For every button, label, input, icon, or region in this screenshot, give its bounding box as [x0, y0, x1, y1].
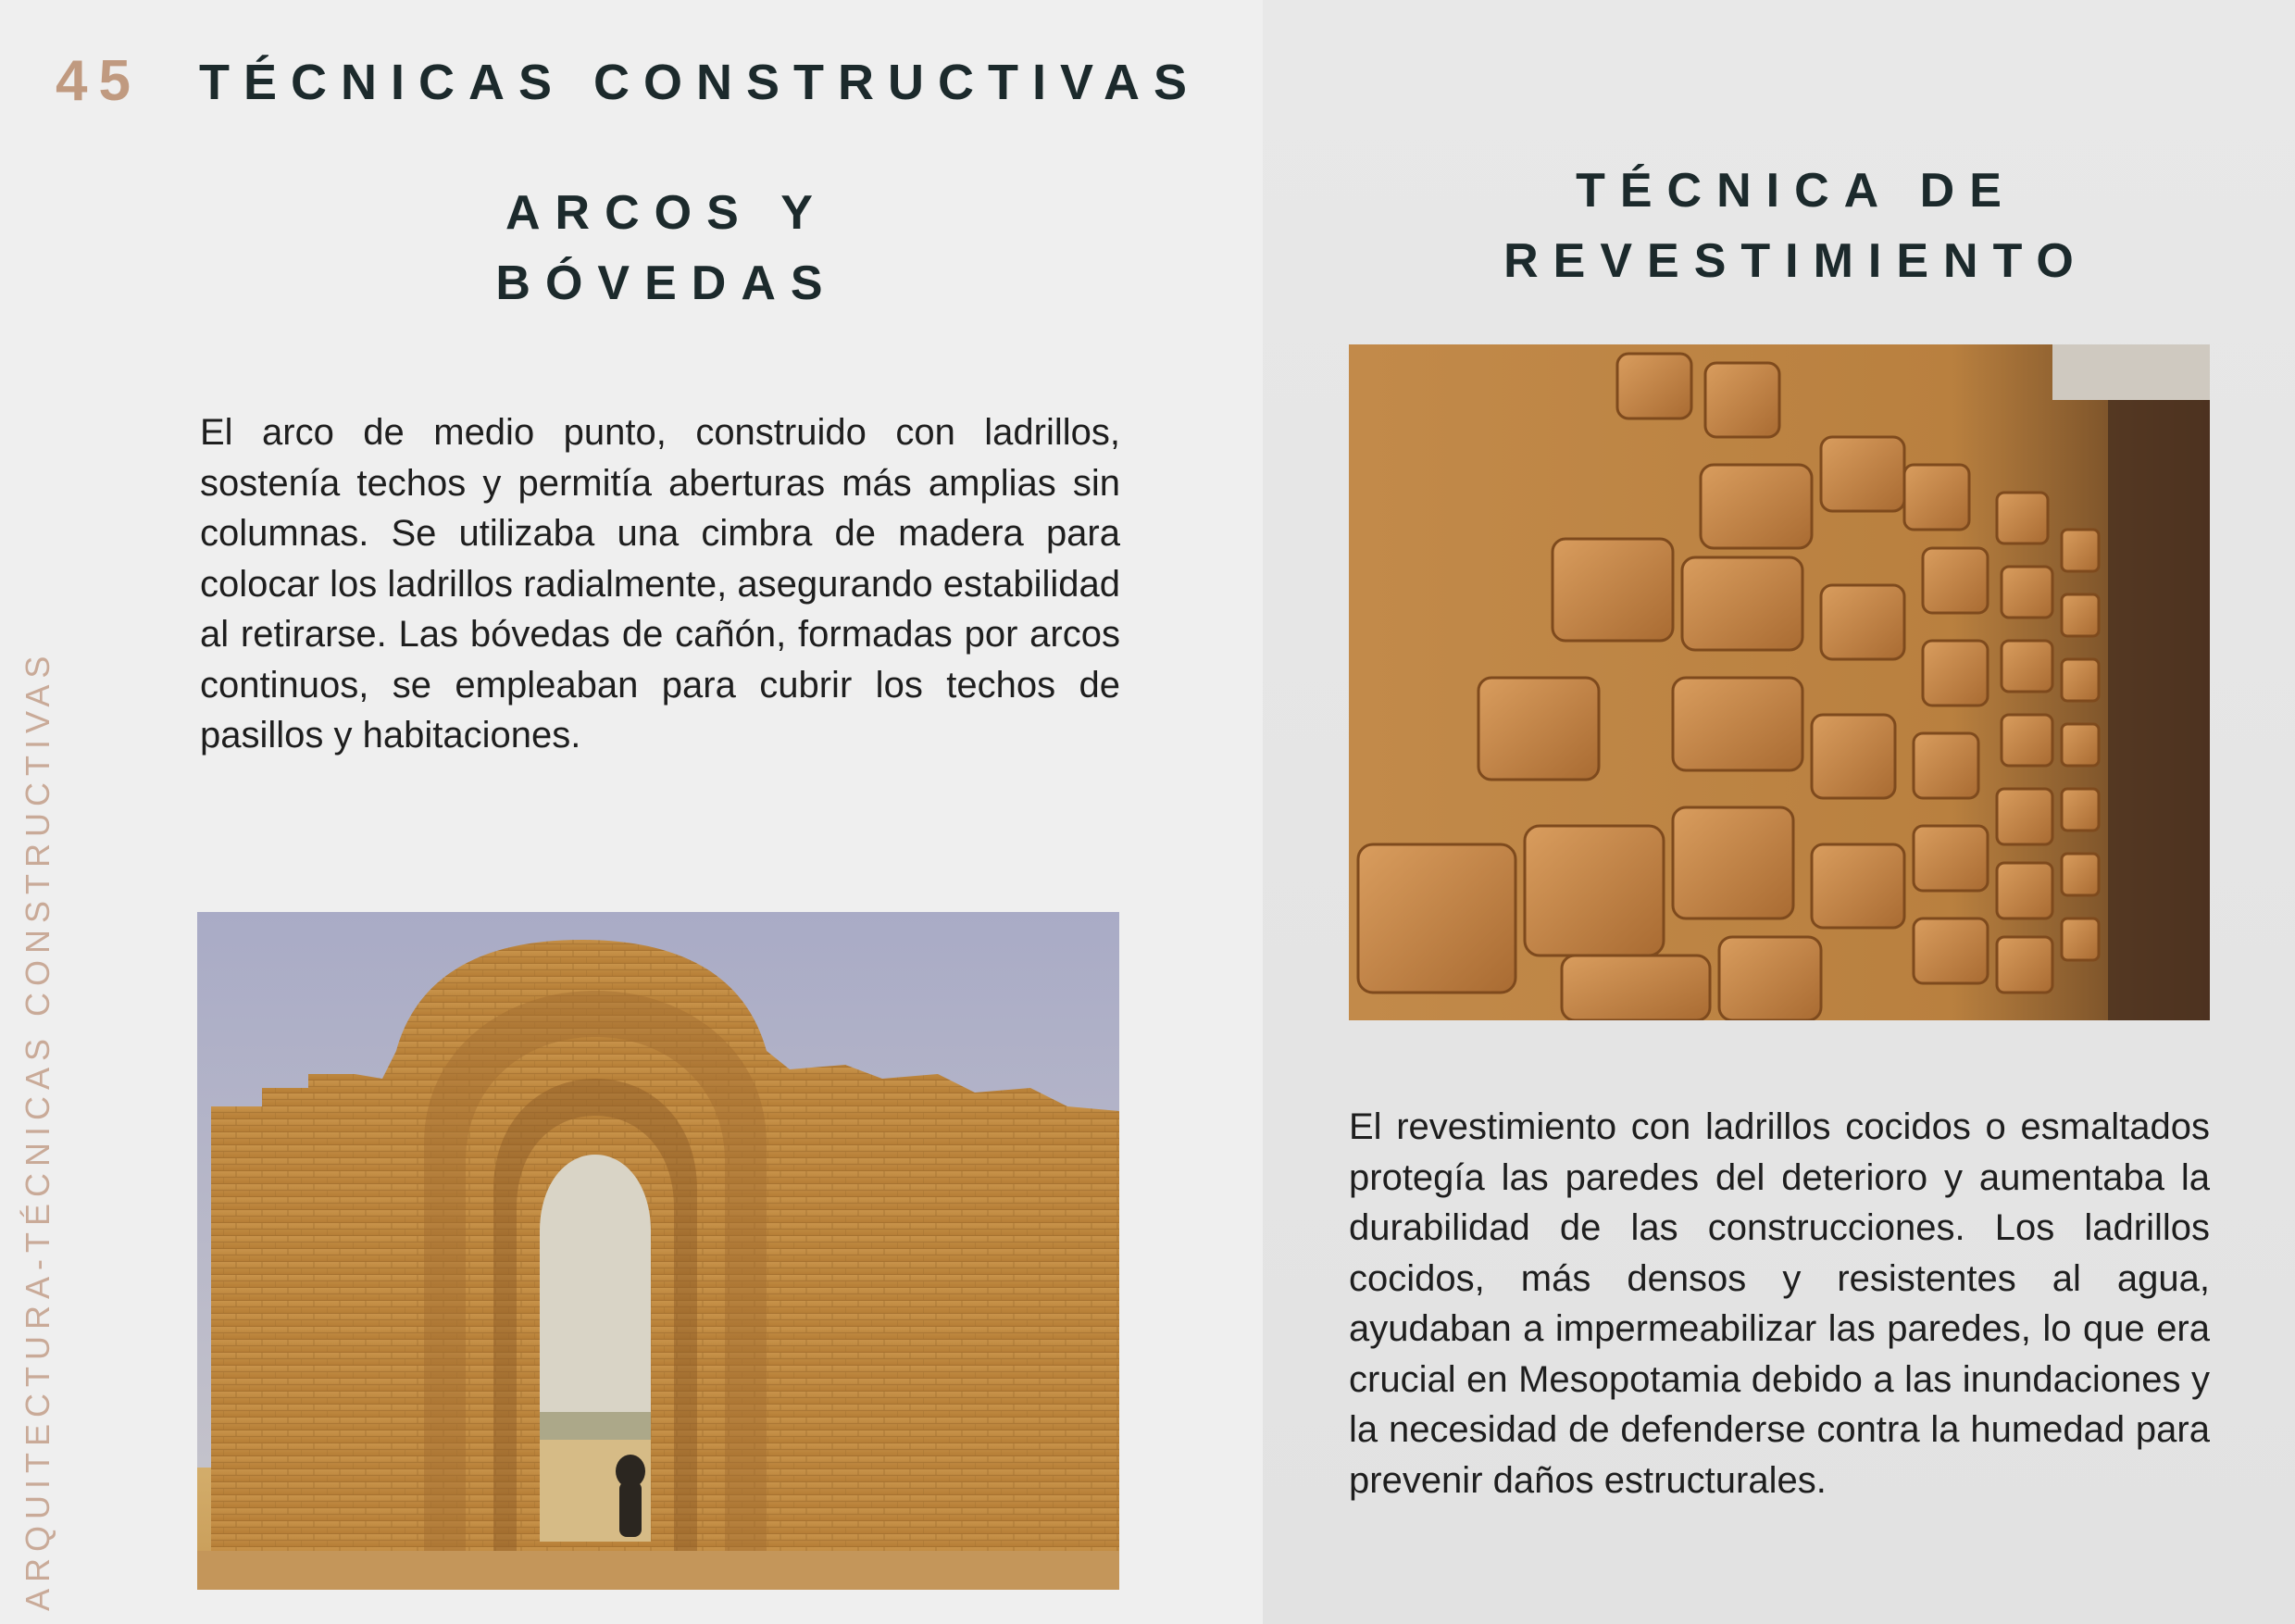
heading-line-2: REVESTIMIENTO: [1503, 234, 2089, 288]
brick-wall-photo: [1349, 344, 2210, 1020]
page-title: TÉCNICAS CONSTRUCTIVAS: [199, 55, 1202, 110]
section-heading-revestimiento: [1444, 156, 2148, 296]
revestimiento-body-text: El revestimiento con ladrillos cocidos o esmaltados protegía las paredes del deterioro y aumentaba la durabilidad de las construcciones. Los ladrillos cocidos, más densos y resistentes al agua, ayudaban a impermeabilizar las paredes, lo que era crucial en Mesopotamia debido a las inundaciones y la necesidad de defenderse contra la humedad para prevenir daños estructurales.: [1349, 1106, 2210, 1501]
page-number: 45: [56, 49, 142, 113]
arch-illustration: [197, 912, 1119, 1590]
section-heading-arcos: [389, 178, 944, 319]
brick-arch-photo: [197, 912, 1119, 1590]
arcos-body-text: El arco de medio punto, construido con ladrillos, sostenía techos y permitía aberturas más amplias sin columnas. Se utilizaba una cimbra de madera para colocar los ladrillos radialmente, asegurando estabilidad al retirarse. Las bóvedas de cañón, formadas por arcos continuos, se empleaban para cubrir los techos de pasillos y habitaciones.: [200, 412, 1120, 756]
heading-line-2: BÓVEDAS: [495, 256, 838, 310]
wall-illustration: [1349, 344, 2210, 1020]
heading-line-1: TÉCNICA DE: [1576, 164, 2016, 218]
heading-line-1: ARCOS Y: [505, 186, 828, 240]
vertical-section-label: ARQUITECTURA-TÉCNICAS CONSTRUCTIVAS: [19, 649, 56, 1611]
